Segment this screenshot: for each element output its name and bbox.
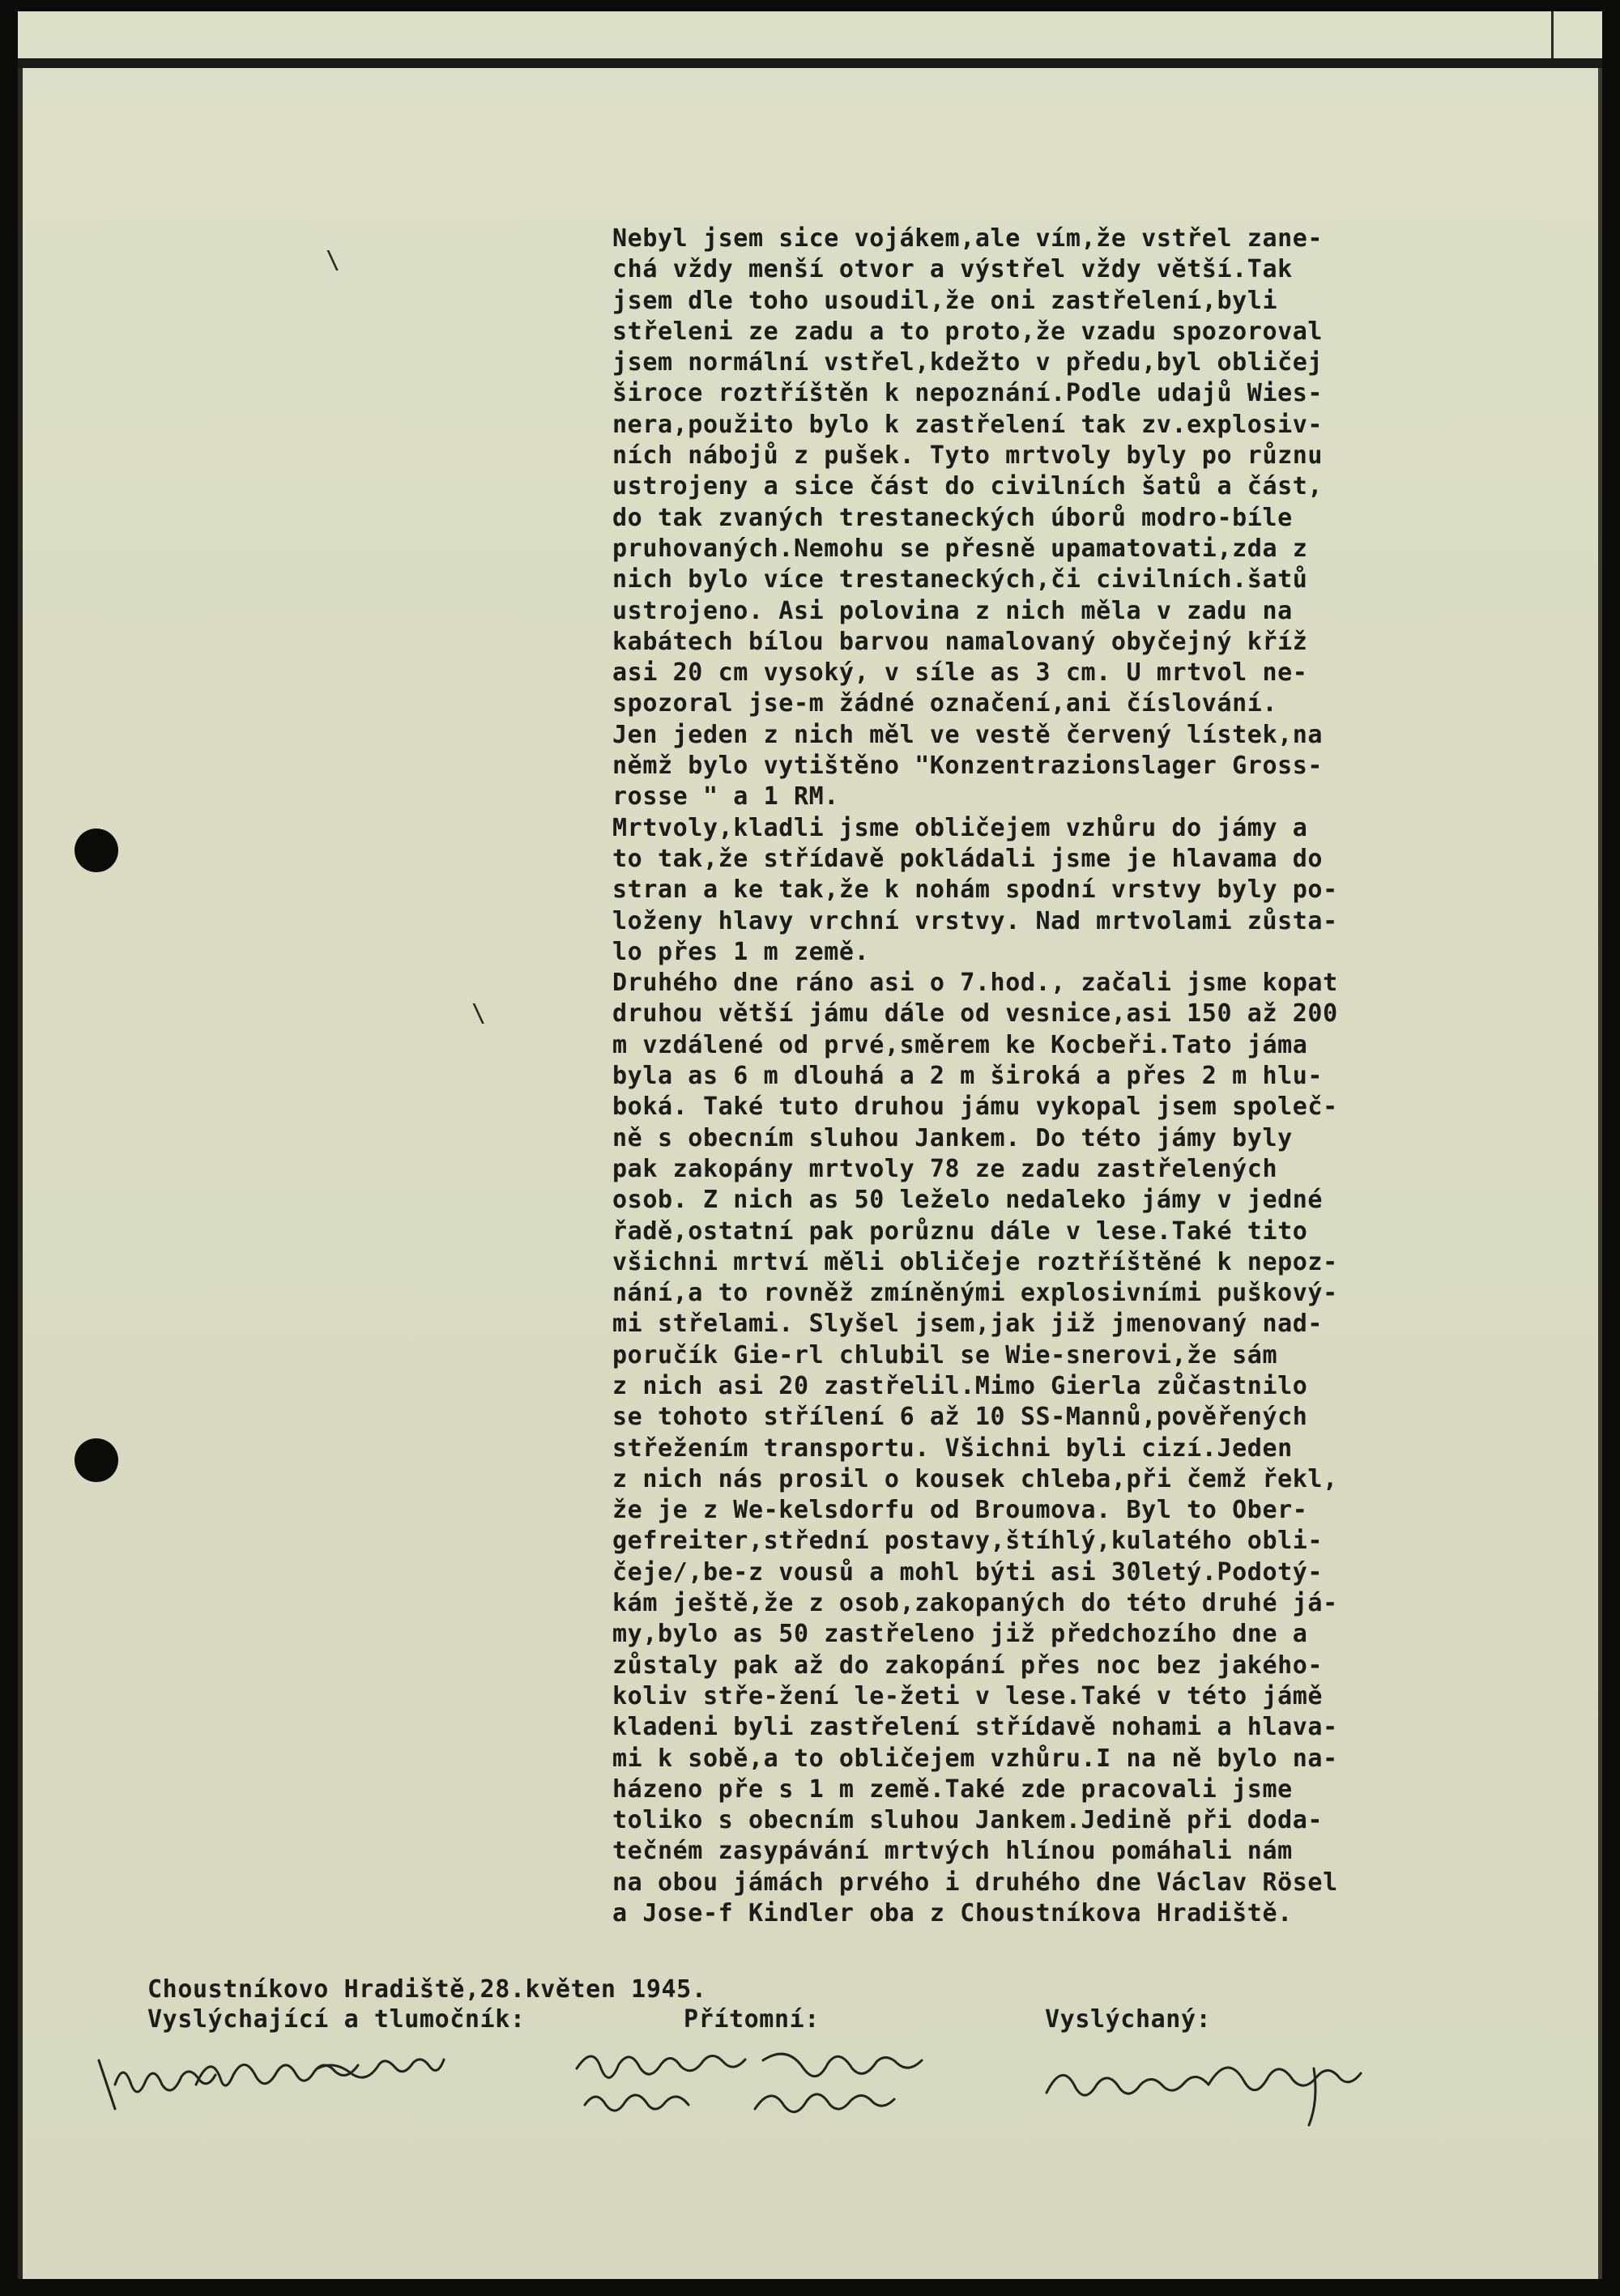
text-line: Jen jeden z nich měl ve vestě červený lístek,na bbox=[612, 720, 1324, 749]
text-line: Mrtvoly,kladli jsme obličejem vzhůru do jámy a bbox=[612, 813, 1308, 842]
text-line: stran a ke tak,že k nohám spodní vrstvy byly po- bbox=[612, 875, 1338, 905]
text-line: čeje/,be-z vousů a mohl býti asi 30letý.Podotý- bbox=[612, 1557, 1324, 1587]
text-line: z nich nás prosil o kousek chleba,při čemž řekl, bbox=[612, 1464, 1338, 1493]
text-line: lo přes 1 m země. bbox=[612, 937, 870, 966]
document-page bbox=[18, 11, 1602, 2279]
role-interrogated: Vyslýchaný: bbox=[1045, 2005, 1212, 2034]
left-border bbox=[18, 68, 23, 2279]
text-line: a Jose-f Kindler oba z Choustníkova Hradiště. bbox=[612, 1899, 1293, 1928]
text-line: kám ještě,že z osob,zakopaných do této druhé já- bbox=[612, 1589, 1338, 1618]
text-line: poručík Gie-rl chlubil se Wie-snerovi,že sám bbox=[612, 1340, 1278, 1370]
text-line: toliko s obecním sluhou Jankem.Jedině při doda- bbox=[612, 1806, 1324, 1835]
scratch-mark: \ bbox=[326, 246, 341, 275]
text-line: my,bylo as 50 zastřeleno již předchozího dne a bbox=[612, 1620, 1308, 1649]
testimony-body bbox=[612, 224, 1487, 1929]
text-line: asi 20 cm vysoký, v síle as 3 cm. U mrtvol ne- bbox=[612, 658, 1308, 688]
text-line: řadě,ostatní pak porůznu dále v lese.Také tito bbox=[612, 1216, 1308, 1246]
text-line: mi k sobě,a to obličejem vzhůru.I na ně bylo na- bbox=[612, 1744, 1338, 1773]
scratch-mark: \ bbox=[471, 999, 487, 1028]
text-line: osob. Z nich as 50 leželo nedaleko jámy v jedné bbox=[612, 1186, 1324, 1215]
text-line: na obou jámách prvého i druhého dne Václav Rösel bbox=[612, 1868, 1338, 1897]
handwritten-signatures bbox=[18, 2036, 1602, 2141]
signature-interrogator bbox=[99, 2060, 444, 2109]
right-border bbox=[1598, 68, 1602, 2279]
place-date-line: Choustníkovo Hradiště,28.květen 1945. bbox=[147, 1975, 707, 2004]
text-line: tečném zasypávání mrtvých hlínou pomáhali nám bbox=[612, 1837, 1293, 1866]
text-line: pruhovaných.Nemohu se přesně upamatovati,zda z bbox=[612, 534, 1308, 563]
text-line: jsem dle toho usoudil,že oni zastřelení,byli bbox=[612, 286, 1278, 315]
text-line: ustrojeny a sice část do civilních šatů a část, bbox=[612, 472, 1324, 501]
text-line: se tohoto střílení 6 až 10 SS-Mannů,pověřených bbox=[612, 1403, 1308, 1432]
text-line: ně s obecním sluhou Jankem. Do této jámy byly bbox=[612, 1123, 1293, 1152]
text-line: spozoral jse-m žádné označení,ani číslování. bbox=[612, 689, 1278, 718]
text-line: rosse " a 1 RM. bbox=[612, 782, 839, 811]
signature-present-2 bbox=[585, 2094, 894, 2112]
text-line: střežením transportu. Všichni byli cizí.Jeden bbox=[612, 1433, 1293, 1463]
corner-notch bbox=[1551, 11, 1602, 58]
text-line: že je z We-kelsdorfu od Broumova. Byl to Ober- bbox=[612, 1496, 1308, 1525]
punch-hole-upper bbox=[75, 829, 118, 872]
text-line: Druhého dne ráno asi o 7.hod., začali jsme kopat bbox=[612, 969, 1338, 998]
text-line: nera,použito bylo k zastřelení tak zv.explosiv- bbox=[612, 410, 1324, 439]
text-line: koliv stře-žení le-žeti v lese.Také v této jámě bbox=[612, 1681, 1324, 1710]
role-present: Přítomní: bbox=[684, 2005, 820, 2034]
text-line: Nebyl jsem sice vojákem,ale vím,že vstřel zane- bbox=[612, 224, 1324, 253]
text-line: kabátech bílou barvou namalovaný obyčejný kříž bbox=[612, 627, 1308, 656]
signature-roles bbox=[18, 2005, 1602, 2038]
text-line: gefreiter,střední postavy,štíhlý,kulatého obli- bbox=[612, 1527, 1324, 1556]
text-line: střeleni ze zadu a to proto,že vzadu spozoroval bbox=[612, 317, 1324, 346]
text-line: do tak zvaných trestaneckých úborů modro-bíle bbox=[612, 503, 1293, 532]
text-line: to tak,že střídavě pokládali jsme je hlavama do bbox=[612, 844, 1324, 873]
text-line: loženy hlavy vrchní vrstvy. Nad mrtvolami zůsta- bbox=[612, 906, 1338, 935]
text-line: druhou větší jámu dále od vesnice,asi 150 až 200 bbox=[612, 999, 1338, 1029]
text-line: házeno pře s 1 m země.Také zde pracovali jsme bbox=[612, 1774, 1293, 1804]
text-line: ních nábojů z pušek. Tyto mrtvoly byly po různu bbox=[612, 441, 1324, 471]
text-line: m vzdálené od prvé,směrem ke Kocbeři.Tato jáma bbox=[612, 1030, 1308, 1059]
top-border-rule bbox=[18, 58, 1602, 68]
text-line: zůstaly pak až do zakopání přes noc bez jakého- bbox=[612, 1651, 1324, 1680]
text-line: z nich asi 20 zastřelil.Mimo Gierla zůčastnilo bbox=[612, 1371, 1308, 1400]
text-line: kladeni byli zastřelení střídavě nohami a hlava- bbox=[612, 1713, 1338, 1742]
role-interrogator: Vyslýchající a tlumočník: bbox=[147, 2005, 526, 2034]
text-line: chá vždy menší otvor a výstřel vždy větší.Tak bbox=[612, 255, 1293, 284]
text-line: němž bylo vytištěno "Konzentrazionslager Gross- bbox=[612, 752, 1324, 781]
signature-interrogated bbox=[1047, 2068, 1361, 2125]
text-line: ustrojeno. Asi polovina z nich měla v zadu na bbox=[612, 596, 1293, 625]
text-line: jsem normální vstřel,kdežto v předu,byl obličej bbox=[612, 348, 1324, 377]
text-line: všichni mrtví měli obličeje roztříštěné k nepoz- bbox=[612, 1247, 1338, 1276]
text-line: nich bylo více trestaneckých,či civilních.šatů bbox=[612, 565, 1308, 594]
signature-present-1 bbox=[577, 2054, 922, 2077]
text-line: pak zakopány mrtvoly 78 ze zadu zastřelených bbox=[612, 1154, 1278, 1183]
text-line: byla as 6 m dlouhá a 2 m široká a přes 2 m hlu- bbox=[612, 1062, 1324, 1091]
text-line: mi střelami. Slyšel jsem,jak již jmenovaný nad- bbox=[612, 1310, 1324, 1339]
text-line: boká. Také tuto druhou jámu vykopal jsem společ- bbox=[612, 1093, 1338, 1122]
text-line: nání,a to rovněž zmíněnými explosivními puškový- bbox=[612, 1279, 1338, 1308]
punch-hole-lower bbox=[75, 1438, 118, 1482]
text-line: široce roztříštěn k nepoznání.Podle udajů Wies- bbox=[612, 379, 1324, 408]
